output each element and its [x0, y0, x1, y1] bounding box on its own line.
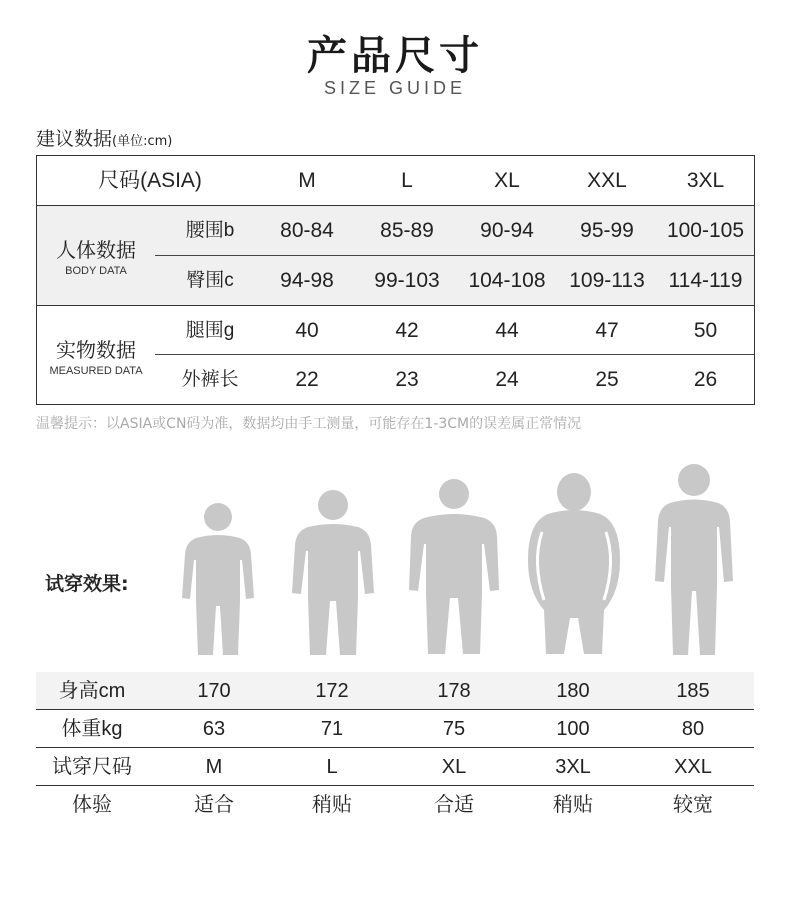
group-label-en: MEASURED DATA [49, 365, 143, 377]
size-header-xl: XL [494, 169, 520, 192]
table-cell: 63 [202, 718, 226, 740]
row-label: 身高cm [58, 680, 126, 702]
table-row [36, 672, 754, 710]
group-label-cn: 人体数据 [56, 238, 136, 262]
table-cell: M [205, 756, 223, 778]
size-table [36, 155, 755, 405]
page-subtitle: SIZE GUIDE [323, 78, 466, 98]
row-label: 体重kg [61, 718, 123, 740]
table-row [36, 748, 754, 786]
page-title: 产品尺寸 [307, 33, 483, 79]
table-cell: 3XL [555, 756, 591, 778]
recommend-title: 建议数据 [36, 128, 113, 150]
table-cell: 95-99 [580, 219, 634, 242]
tall-person-icon [654, 463, 734, 657]
table-cell: L [326, 756, 338, 778]
table-cell: 24 [495, 368, 519, 391]
heavy-person-icon [526, 472, 622, 656]
table-cell: 47 [595, 319, 619, 342]
broad-person-icon [408, 478, 500, 656]
table-cell: 26 [693, 368, 718, 391]
table-cell: 90-94 [480, 219, 534, 242]
table-cell: 100-105 [666, 219, 745, 242]
table-cell: 94-98 [280, 269, 334, 292]
size-header-m: M [298, 169, 316, 192]
table-cell: 25 [595, 368, 619, 391]
group-label-measured [37, 334, 155, 377]
table-cell: 185 [676, 680, 710, 702]
table-cell: 109-113 [569, 269, 645, 292]
size-header-label: 尺码(ASIA) [98, 169, 202, 192]
group-label-en: BODY DATA [65, 265, 127, 277]
table-divider [155, 255, 754, 256]
regular-person-icon [290, 489, 376, 657]
table-cell: 178 [437, 680, 471, 702]
row-label: 腿围g [185, 320, 235, 341]
table-cell: 80 [681, 718, 705, 740]
slim-person-icon [178, 502, 258, 657]
table-cell: 44 [495, 319, 519, 342]
table-cell: 104-108 [468, 269, 546, 292]
table-cell: 23 [395, 368, 419, 391]
try-on-label: 试穿效果: [45, 573, 129, 595]
measurement-note: 温馨提示：以ASIA或CN码为准，数据均由手工测量，可能存在1-3CM的误差属正常情况 [36, 416, 582, 432]
recommend-label [36, 124, 172, 151]
size-header-row [37, 156, 754, 205]
size-header-xxl: XXL [587, 169, 627, 192]
group-label-cn: 实物数据 [56, 338, 136, 362]
table-cell: 适合 [194, 794, 234, 816]
table-cell: 71 [320, 718, 344, 740]
table-cell: XXL [674, 756, 712, 778]
table-cell: 85-89 [380, 219, 434, 242]
table-row [36, 710, 754, 748]
table-divider [155, 354, 754, 355]
table-cell: 75 [442, 718, 466, 740]
table-cell: 170 [197, 680, 231, 702]
row-label: 臀围c [186, 270, 234, 291]
row-label: 试穿尺码 [52, 756, 132, 778]
table-cell: 42 [395, 319, 419, 342]
table-row [36, 786, 754, 824]
table-cell: 稍贴 [553, 794, 593, 816]
table-cell: 合适 [434, 794, 474, 816]
table-cell: 80-84 [280, 219, 334, 242]
table-cell: 稍贴 [312, 794, 352, 816]
table-cell: 100 [556, 718, 590, 740]
table-cell: 99-103 [374, 269, 440, 292]
row-label: 腰围b [185, 220, 235, 241]
size-header-l: L [401, 169, 413, 192]
table-cell: XL [441, 756, 467, 778]
row-label: 外裤长 [181, 369, 239, 390]
table-cell: 172 [315, 680, 349, 702]
recommend-unit: (单位:cm) [112, 134, 173, 149]
table-cell: 50 [693, 319, 718, 342]
table-cell: 40 [295, 319, 319, 342]
size-header-3xl: 3XL [686, 169, 725, 192]
row-label: 体验 [72, 794, 112, 816]
table-cell: 114-119 [668, 269, 743, 292]
table-cell: 较宽 [673, 794, 713, 816]
table-cell: 22 [295, 368, 319, 391]
group-label-body [37, 234, 155, 277]
table-cell: 180 [556, 680, 590, 702]
